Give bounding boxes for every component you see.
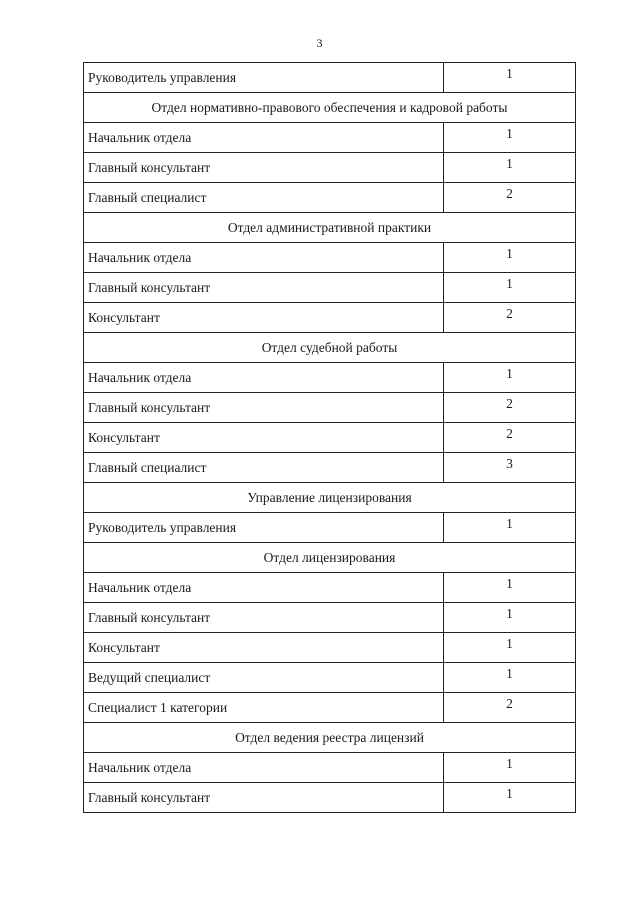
- position-count: 1: [444, 573, 576, 603]
- section-title: Отдел ведения реестра лицензий: [84, 723, 576, 753]
- position-name: Начальник отдела: [84, 363, 444, 393]
- table-row: [84, 573, 576, 603]
- table-row: [84, 183, 576, 213]
- position-name: Главный специалист: [84, 453, 444, 483]
- position-name: Руководитель управления: [84, 513, 444, 543]
- section-title: Отдел лицензирования: [84, 543, 576, 573]
- table-row: [84, 123, 576, 153]
- position-count: 1: [444, 63, 576, 93]
- section-title: Отдел нормативно-правового обеспечения и кадровой работы: [84, 93, 576, 123]
- section-title: Управление лицензирования: [84, 483, 576, 513]
- position-count: 2: [444, 423, 576, 453]
- position-name: Главный консультант: [84, 273, 444, 303]
- table-row: [84, 783, 576, 813]
- table-row: [84, 273, 576, 303]
- staff-table: [83, 62, 576, 813]
- page-number: 3: [316, 36, 323, 50]
- position-count: 1: [444, 603, 576, 633]
- table-row: [84, 393, 576, 423]
- position-count: 1: [444, 153, 576, 183]
- position-name: Консультант: [84, 423, 444, 453]
- table-row: [84, 363, 576, 393]
- staff-table-body: [84, 63, 576, 813]
- section-header-row: [84, 213, 576, 243]
- section-header-row: [84, 93, 576, 123]
- position-count: 1: [444, 783, 576, 813]
- position-count: 2: [444, 303, 576, 333]
- section-header-row: [84, 333, 576, 363]
- position-count: 2: [444, 693, 576, 723]
- section-header-row: [84, 543, 576, 573]
- position-name: Начальник отдела: [84, 243, 444, 273]
- table-row: [84, 663, 576, 693]
- position-name: Руководитель управления: [84, 63, 444, 93]
- table-row: [84, 513, 576, 543]
- position-count: 2: [444, 393, 576, 423]
- position-count: 3: [444, 453, 576, 483]
- section-title: Отдел судебной работы: [84, 333, 576, 363]
- position-name: Главный консультант: [84, 153, 444, 183]
- position-count: 1: [444, 123, 576, 153]
- position-count: 1: [444, 753, 576, 783]
- table-row: [84, 633, 576, 663]
- position-name: Начальник отдела: [84, 123, 444, 153]
- position-count: 1: [444, 363, 576, 393]
- table-row: [84, 423, 576, 453]
- table-row: [84, 603, 576, 633]
- table-row: [84, 753, 576, 783]
- position-name: Начальник отдела: [84, 753, 444, 783]
- position-name: Начальник отдела: [84, 573, 444, 603]
- table-row: [84, 303, 576, 333]
- table-row: [84, 63, 576, 93]
- section-header-row: [84, 483, 576, 513]
- position-name: Консультант: [84, 303, 444, 333]
- table-row: [84, 693, 576, 723]
- position-count: 1: [444, 663, 576, 693]
- position-count: 2: [444, 183, 576, 213]
- position-name: Специалист 1 категории: [84, 693, 444, 723]
- position-name: Главный консультант: [84, 783, 444, 813]
- position-name: Главный специалист: [84, 183, 444, 213]
- table-row: [84, 243, 576, 273]
- section-title: Отдел административной практики: [84, 213, 576, 243]
- section-header-row: [84, 723, 576, 753]
- table-row: [84, 153, 576, 183]
- position-name: Главный консультант: [84, 393, 444, 423]
- position-count: 1: [444, 243, 576, 273]
- position-name: Главный консультант: [84, 603, 444, 633]
- table-row: [84, 453, 576, 483]
- position-count: 1: [444, 273, 576, 303]
- position-name: Ведущий специалист: [84, 663, 444, 693]
- position-name: Консультант: [84, 633, 444, 663]
- position-count: 1: [444, 633, 576, 663]
- position-count: 1: [444, 513, 576, 543]
